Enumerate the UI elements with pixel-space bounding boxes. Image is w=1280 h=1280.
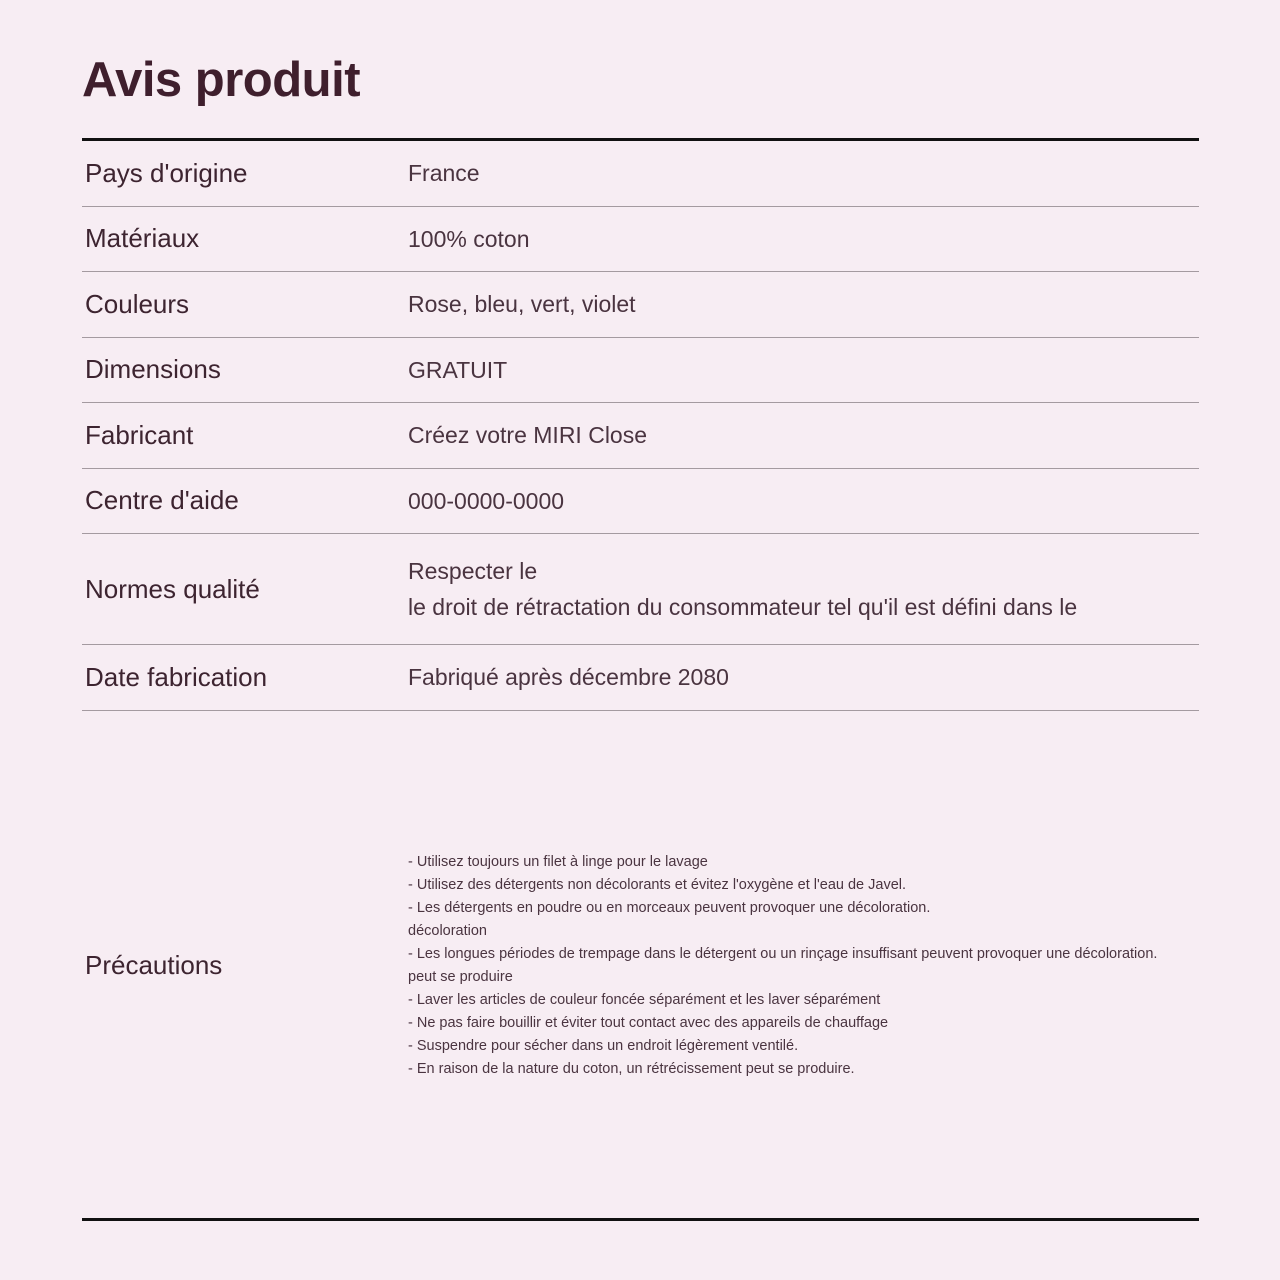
spec-label: Précautions: [85, 950, 223, 980]
precaution-item: - Suspendre pour sécher dans un endroit légèrement ventilé.: [408, 1037, 799, 1054]
spec-label: Pays d'origine: [85, 157, 248, 188]
spec-label: Matériaux: [85, 223, 200, 254]
spec-label: Date fabrication: [85, 661, 268, 692]
precaution-item: - Utilisez des détergents non décolorants et évitez l'oxygène et l'eau de Javel.: [408, 876, 907, 893]
spec-label: Centre d'aide: [85, 485, 239, 516]
spec-value: Rose, bleu, vert, violet: [408, 291, 636, 318]
spec-label: Normes qualité: [85, 573, 260, 604]
precaution-item: - Ne pas faire bouillir et éviter tout contact avec des appareils de chauffage: [408, 1014, 889, 1031]
spec-label: Dimensions: [85, 354, 221, 385]
precaution-item: - Les longues périodes de trempage dans le détergent ou un rinçage insuffisant peuvent provoquer une décoloration.: [408, 945, 1158, 962]
spec-value: [408, 553, 1077, 625]
spec-row-help-center: [82, 469, 1199, 535]
spec-label: Couleurs: [85, 288, 190, 319]
spec-value: 000-0000-0000: [408, 487, 565, 514]
spec-value: 100% coton: [408, 225, 530, 252]
spec-row-country: [82, 141, 1199, 207]
spec-row-colors: [82, 272, 1199, 338]
spec-value: Créez votre MIRI Close: [408, 422, 648, 449]
precaution-list: [408, 851, 1157, 1081]
spec-value-line: le droit de rétractation du consommateur tel qu'il est défini dans le: [408, 594, 1078, 620]
precaution-item: - Laver les articles de couleur foncée séparément et les laver séparément: [408, 991, 881, 1008]
precaution-item: - Utilisez toujours un filet à linge pour le lavage: [408, 853, 708, 870]
page-title: Avis produit: [82, 53, 361, 107]
spec-row-precautions: [82, 711, 1199, 1221]
spec-value: GRATUIT: [408, 356, 508, 383]
precaution-item: peut se produire: [408, 968, 513, 985]
spec-row-dimensions: [82, 338, 1199, 404]
precaution-item: - Les détergents en poudre ou en morceaux peuvent provoquer une décoloration.: [408, 899, 931, 916]
spec-value: France: [408, 160, 480, 187]
spec-value-line: Respecter le: [408, 558, 538, 584]
spec-value: Fabriqué après décembre 2080: [408, 664, 729, 691]
bottom-divider: [82, 1218, 1199, 1221]
precaution-item: décoloration: [408, 922, 487, 939]
spec-table: [82, 141, 1199, 1221]
spec-row-quality-standards: [82, 534, 1199, 645]
precaution-item: - En raison de la nature du coton, un rétrécissement peut se produire.: [408, 1060, 855, 1077]
spec-row-materials: [82, 207, 1199, 273]
spec-row-manufacturer: [82, 403, 1199, 469]
spec-row-manufacture-date: [82, 645, 1199, 711]
spec-label: Fabricant: [85, 419, 194, 450]
